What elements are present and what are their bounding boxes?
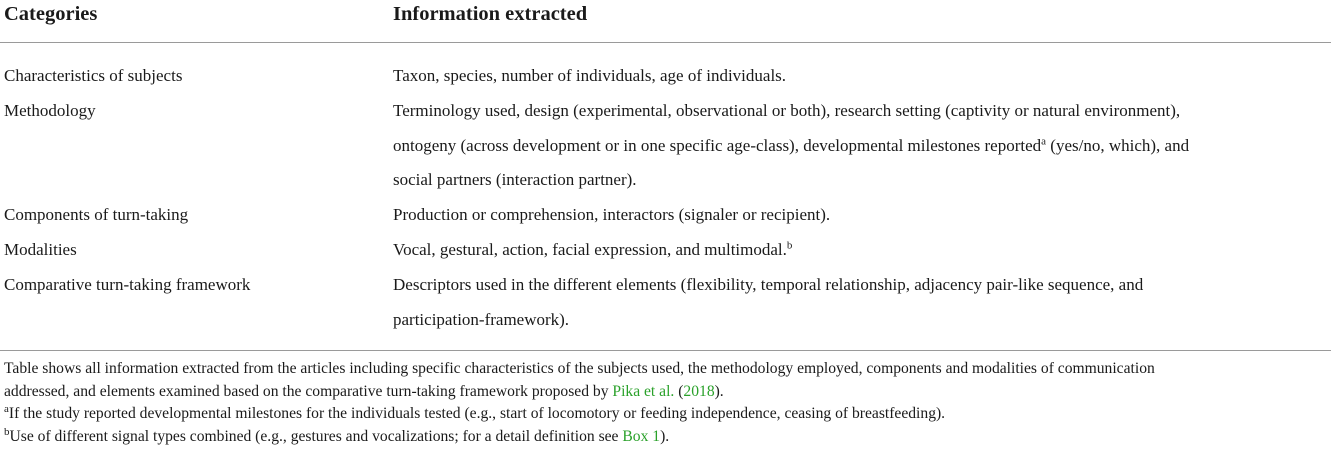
box-1-link[interactable]: Box 1 [622,427,661,445]
header-categories: Categories [4,3,98,25]
header-rule [0,42,1331,43]
row-category: Modalities [4,240,77,259]
row-info: Taxon, species, number of individuals, age of individuals. [393,66,787,85]
citation-link-year[interactable]: 2018 [683,382,715,400]
citation-link-author[interactable]: Pika et al. [612,382,675,400]
footer-rule [0,350,1331,351]
row-category: Characteristics of subjects [4,66,183,85]
row-info: Vocal, gestural, action, facial expression, and multimodal.$^b$ [393,239,793,259]
row-category: Components of turn-taking [4,205,189,224]
row-category: Comparative turn-taking framework [4,275,251,294]
row-info: Terminology used, design (experimental, observational or both), research setting (captivity or natural environment), ontogeny (across development or in one specific age-class), developmental milestones reported$^a$ (yes/no, which), and social partners (interaction partner). [393,101,1190,189]
footnote-b: $^b$Use of different signal types combined (e.g., gestures and vocalizations; for a detail definition see Box 1). [4,425,670,445]
caption-line: Table shows all information extracted from the articles including specific characteristics of the subjects used, the methodology employed, components and modalities of communication [4,360,1155,377]
row-category: Methodology [4,101,96,120]
row-info: Descriptors used in the different elements (flexibility, temporal relationship, adjacency pair-like sequence, and participation-framework). [393,275,1144,329]
footnote-b-ref: b [786,239,793,252]
row-info: Production or comprehension, interactors (signaler or recipient). [393,205,831,224]
footnote-a-ref: a [1041,134,1047,147]
footnote-a: $^a$If the study reported developmental milestones for the individuals tested (e.g., start of locomotory or feeding independence, ceasing of breastfeeding). [4,402,946,422]
header-information-extracted: Information extracted [393,3,588,25]
table-footnotes [4,358,1329,448]
caption-line: addressed, and elements examined based on the comparative turn-taking framework proposed by Pika et al. (2018). [4,382,724,400]
